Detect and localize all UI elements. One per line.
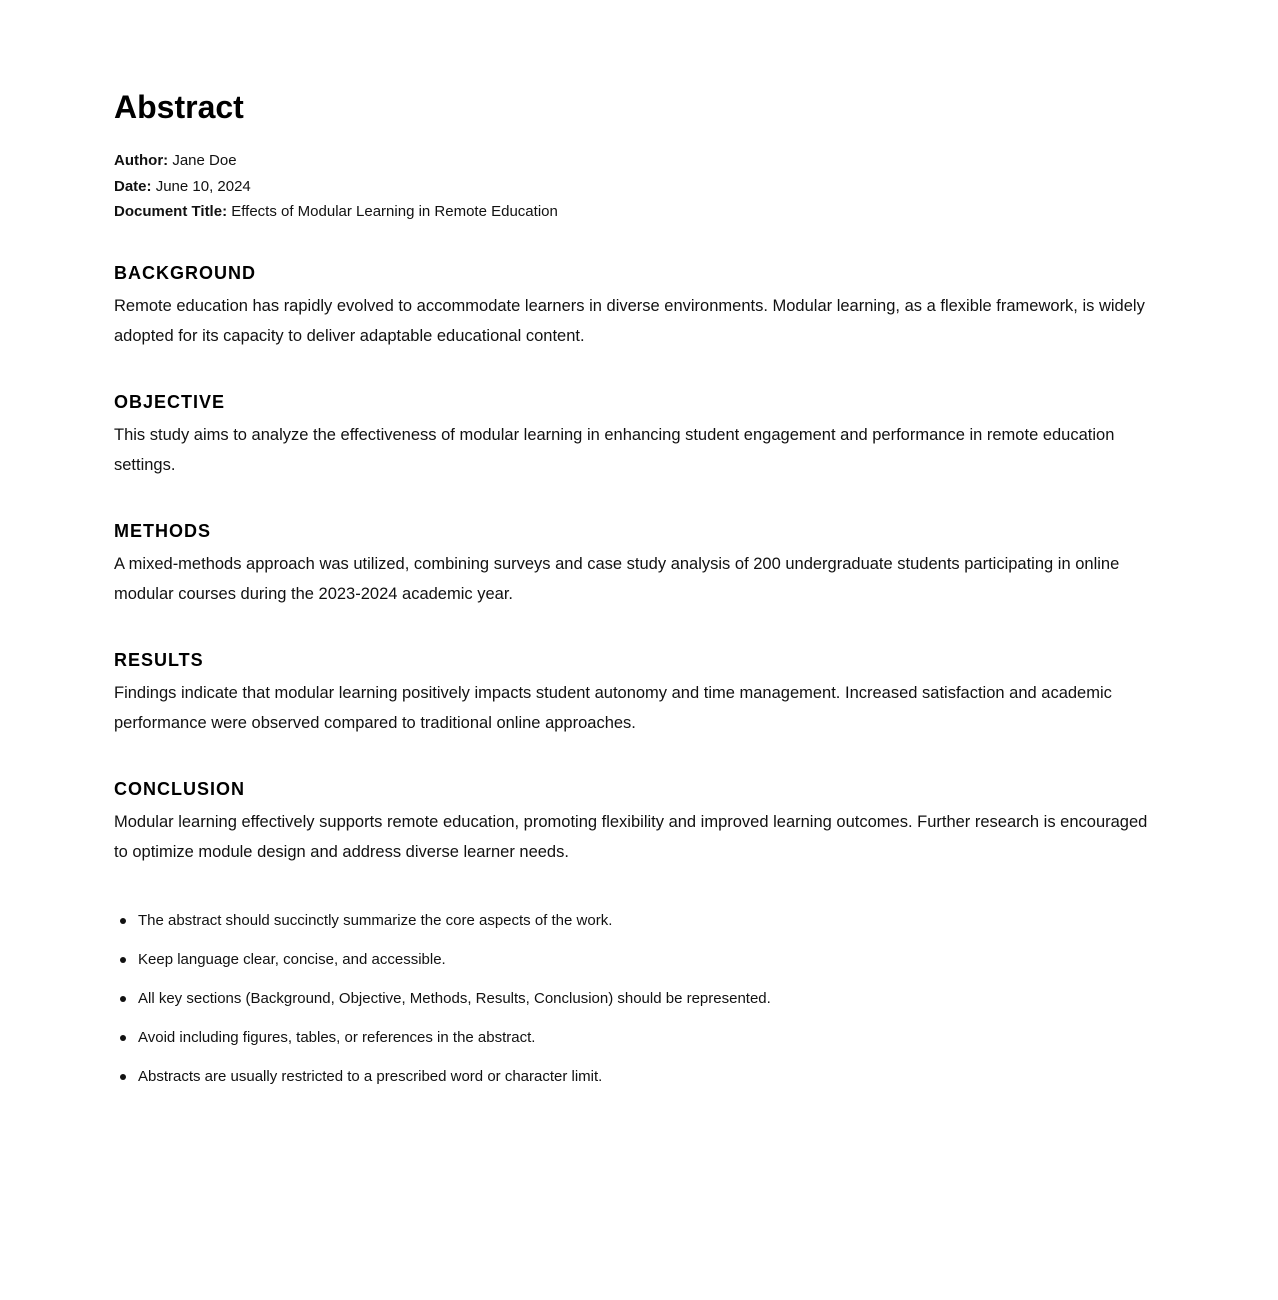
meta-date <box>114 174 1164 200</box>
meta-author-value: Jane Doe <box>172 152 237 169</box>
meta-author <box>114 148 1164 174</box>
section-text: Findings indicate that modular learning positively impacts student autonomy and time management. Increased satisfaction and academic performance were observed compared to traditional online approaches. <box>114 683 1112 732</box>
section-results <box>114 648 1164 738</box>
section-heading: CONCLUSION <box>114 778 245 799</box>
section-text: A mixed-methods approach was utilized, combining surveys and case study analysis of 200 undergraduate students participating in online modular courses during the 2023-2024 academic year. <box>114 554 1120 603</box>
list-item: The abstract should succinctly summarize the core aspects of the work. <box>138 911 1164 931</box>
guidelines-list <box>114 911 1164 1087</box>
meta-author-label: Author: <box>114 152 169 169</box>
list-item: All key sections (Background, Objective, Methods, Results, Conclusion) should be represented. <box>138 989 1164 1009</box>
meta-date-value: June 10, 2024 <box>155 177 251 195</box>
meta-document-title-value: Effects of Modular Learning in Remote Education <box>231 203 558 220</box>
section-heading: METHODS <box>114 520 211 541</box>
meta-date-label: Date: <box>114 177 152 195</box>
section-heading: BACKGROUND <box>114 262 256 283</box>
list-item: Avoid including figures, tables, or references in the abstract. <box>138 1028 1164 1048</box>
section-text: This study aims to analyze the effectiveness of modular learning in enhancing student engagement and performance in remote education settings. <box>114 425 1115 474</box>
page-title: Abstract <box>114 89 244 125</box>
section-conclusion <box>114 777 1164 867</box>
section-objective <box>114 390 1164 480</box>
section-methods <box>114 519 1164 609</box>
meta-document-title <box>114 199 1164 225</box>
section-heading: OBJECTIVE <box>114 391 226 412</box>
list-item: Abstracts are usually restricted to a prescribed word or character limit. <box>138 1067 1164 1087</box>
section-text: Remote education has rapidly evolved to accommodate learners in diverse environments. Modular learning, as a flexible framework, is widely adopted for its capacity to deliver adaptable educational content. <box>114 296 1145 345</box>
section-heading: RESULTS <box>114 649 204 670</box>
document-meta <box>114 148 1164 225</box>
section-background <box>114 261 1164 351</box>
section-text: Modular learning effectively supports remote education, promoting flexibility and improved learning outcomes. Further research is encouraged to optimize module design and address diverse learner needs. <box>114 812 1148 861</box>
list-item: Keep language clear, concise, and accessible. <box>138 950 1164 970</box>
meta-document-title-label: Document Title: <box>114 203 228 220</box>
